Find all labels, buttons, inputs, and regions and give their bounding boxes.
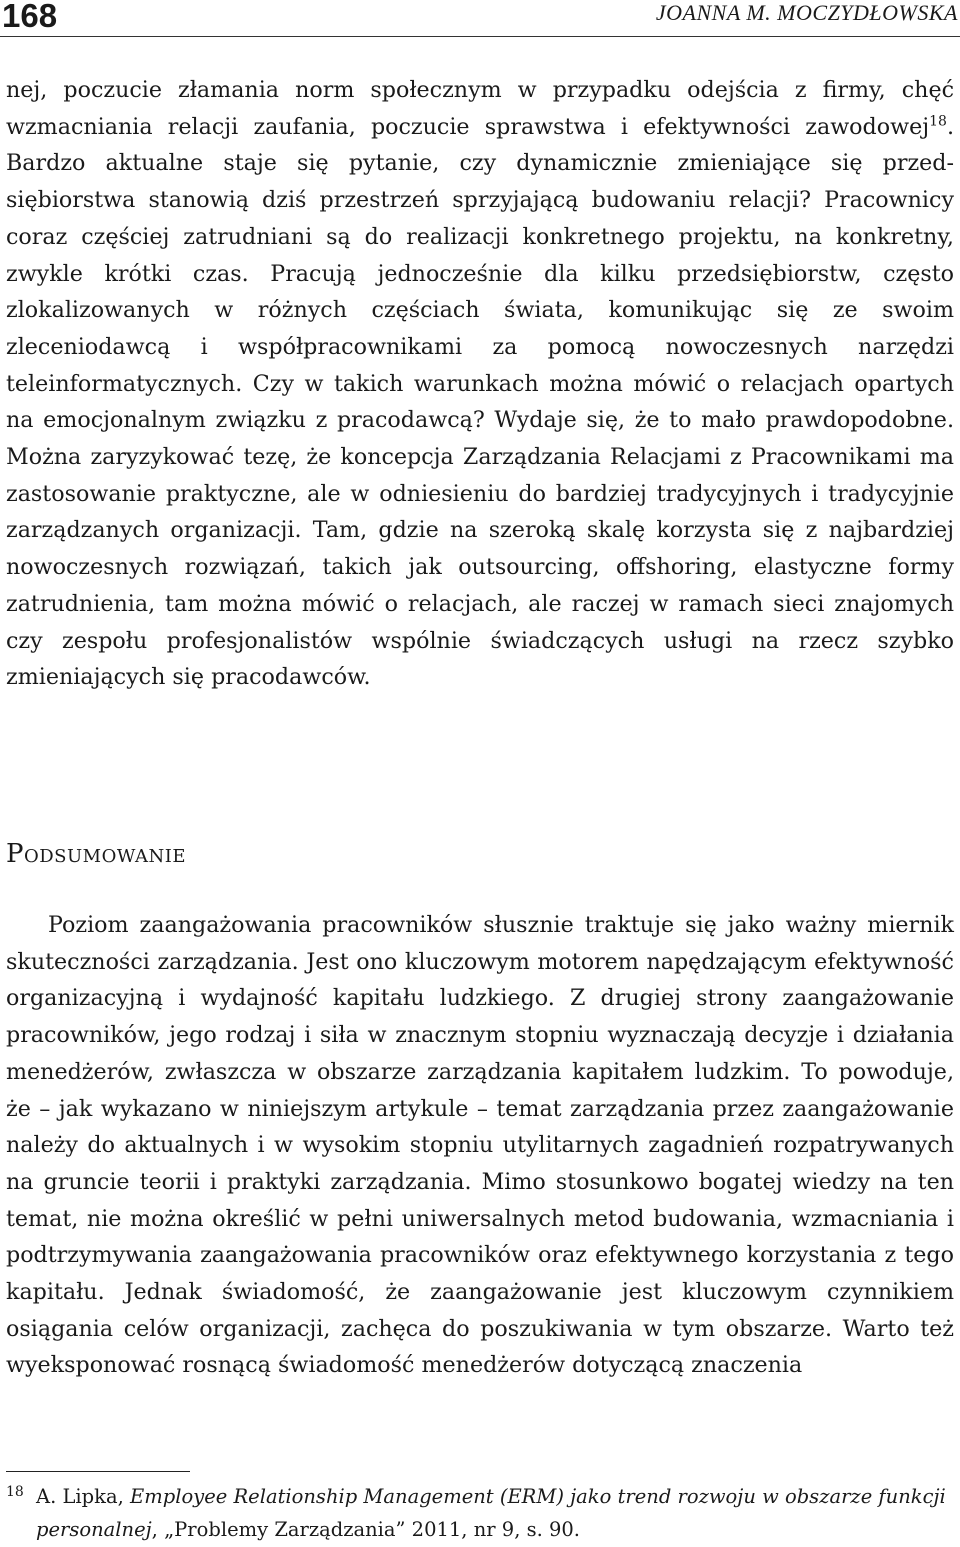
footnote-title: Employee Relationship Management (ERM) jako trend rozwoju w obszarze funkcji personalnej — [36, 1485, 946, 1541]
header-rule — [0, 36, 960, 37]
page-number: 168 — [2, 0, 58, 34]
page-header — [0, 0, 960, 34]
footnote-separator — [6, 1471, 190, 1472]
footnote-source: , „Problemy Zarządzania” 2011, nr 9, s. 90. — [151, 1518, 581, 1541]
running-head-author: JOANNA M. MOCZYDŁOWSKA — [655, 0, 958, 25]
footnote-reference[interactable]: 18 — [929, 113, 947, 130]
paragraph-text: nej, poczucie złamania norm społecznym w przypadku odejścia z firmy, chęć wzmacniania relacji zaufania, poczucie sprawstwa i efektywności zawodowej — [6, 77, 954, 140]
footnote-author: A. Lipka, — [36, 1485, 130, 1508]
footnote-text — [6, 1480, 954, 1546]
footnote-marker: 18 — [6, 1484, 24, 1500]
paragraph-text: . Bardzo aktualne staje się pytanie, czy dynamicznie zmieniające się przedsiębiorstwa stanowią dziś przestrzeń sprzyjającą budowaniu relacji? Pracownicy coraz częściej zatrudniani są do realizacji konkretnego projektu, na konkretny, zwykle krótki czas. Pracują jednocześnie dla kilku przedsiębiorstw, często zlokalizowanych w różnych częściach świata, komunikując się ze swoim zleceniodawcą i współpracownikami za pomocą nowoczesnych narzędzi teleinformatycznych. Czy w takich warunkach można mówić o relacjach opartych na emocjonalnym związku z pracodawcą? Wydaje się, że to mało prawdopodobne. Można zaryzykować tezę, że koncepcja Zarządzania Relacjami z Pracownikami ma zastosowanie praktyczne, ale w odniesieniu do bardziej tradycyjnych i tradycyjnie zarządzanych organizacji. Tam, gdzie na szeroką skalę korzysta się z najbardziej nowoczesnych rozwiązań, takich jak outsourcing, offshoring, elastyczne formy zatrudnienia, tam można mówić o relacjach, ale raczej w ramach sieci znajomych czy zespołu profesjonalistów wspólnie świadczących usługi na rzecz szybko zmieniających się pracodawców. — [6, 113, 954, 691]
body-paragraph-1 — [6, 72, 954, 696]
body-paragraph-2: Poziom zaangażowania pracowników słusznie traktuje się jako ważny miernik skuteczności zarządzania. Jest ono kluczowym motorem napędzającym efektywność organizacyjną i wydajność kapitału ludzkiego. Z drugiej strony zaangażowanie pracowników, jego rodzaj i siła w znacznym stopniu wyznaczają decyzje i działania menedżerów, zwłaszcza w obszarze zarządzania kapitałem ludzkim. To powoduje, że – jak wykazano w niniejszym artykule – temat zarządzania przez zaangażowanie należy do aktualnych i w wysokim stopniu utylitarnych zagadnień rozpatrywanych na gruncie teorii i praktyki zarządzania. Mimo stosunkowo bogatej wiedzy na ten temat, nie można określić w pełni uniwersalnych metod budowania, wzmacniania i podtrzymywania zaangażowania pracowników oraz efektywnego korzystania z tego kapitału. Jednak świadomość, że zaangażowanie jest kluczowym czynnikiem osiągania celów organizacji, zachęca do poszukiwania w tym obszarze. Warto też wyeksponować rosnącą świadomość menedżerów dotyczącą znaczenia — [6, 912, 954, 1379]
footnote — [6, 1480, 954, 1546]
section-heading: Podsumowanie — [6, 839, 186, 869]
